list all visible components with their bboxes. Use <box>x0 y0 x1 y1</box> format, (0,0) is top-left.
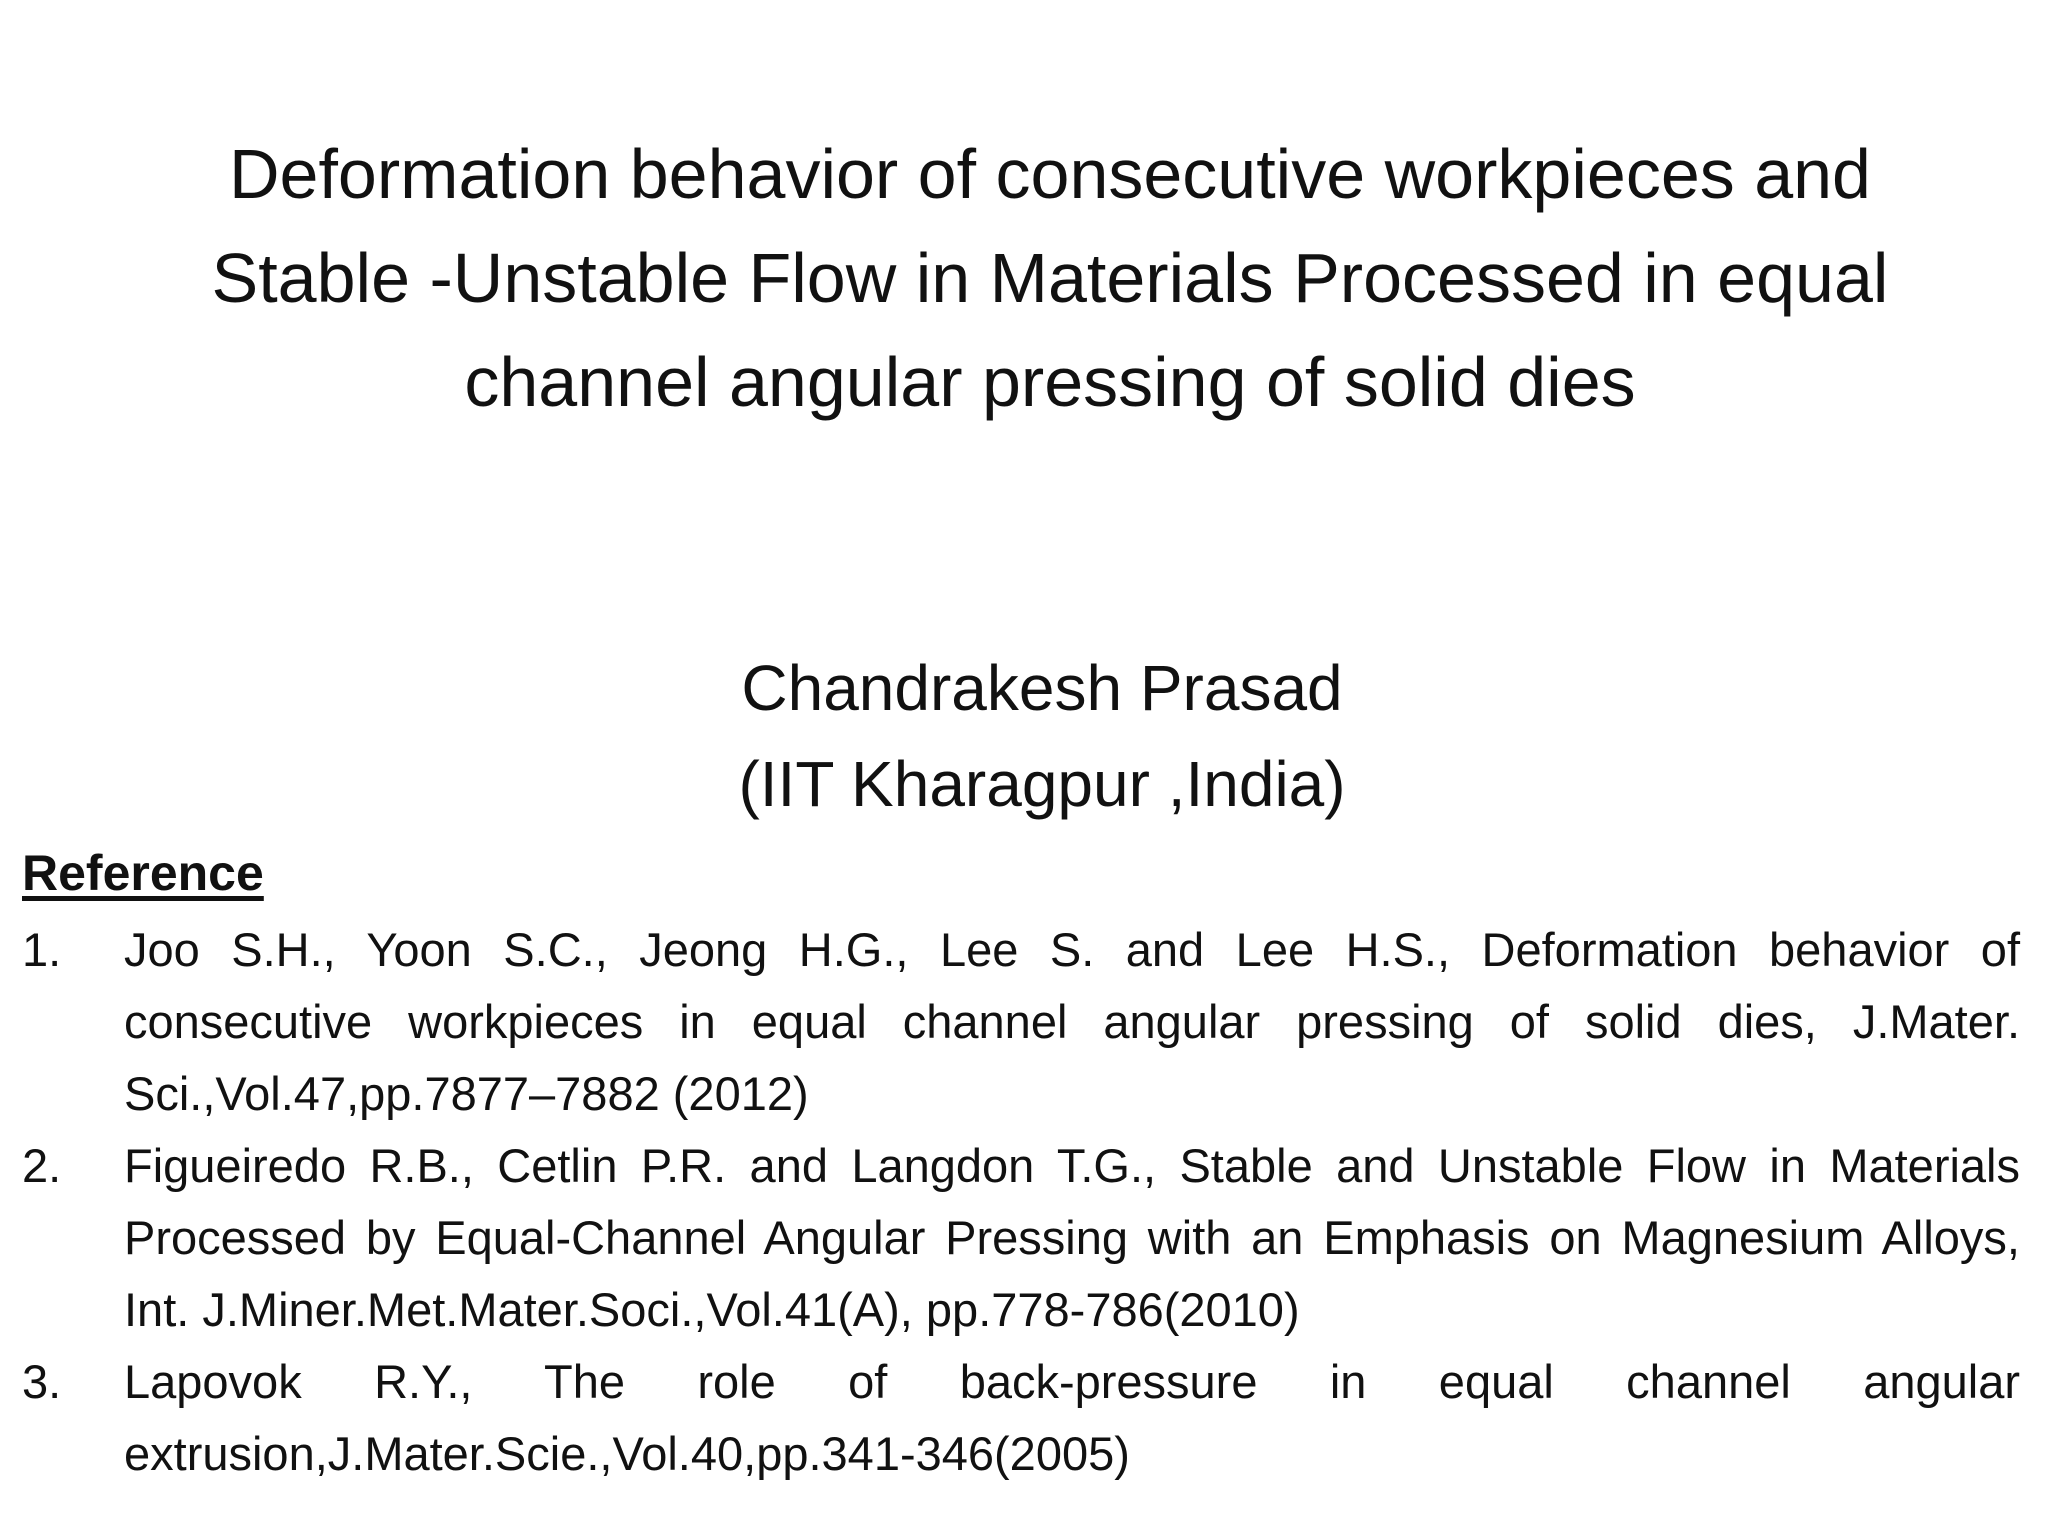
slide-title-line-2: Stable -Unstable Flow in Materials Processed in equal <box>211 239 1889 317</box>
reference-number: 1. <box>22 923 62 976</box>
slide-title <box>90 122 2010 434</box>
reference-text: Joo S.H., Yoon S.C., Jeong H.G., Lee S. and Lee H.S., Deformation behavior of consecutive workpieces in equal channel angular pressing of solid dies, J.Mater. Sci.,Vol.47,pp.7877–7882 (2012) <box>124 923 2020 1120</box>
references-list <box>22 914 2020 1490</box>
author-affiliation: (IIT Kharagpur ,India) <box>738 748 1346 820</box>
reference-number: 2. <box>22 1139 62 1192</box>
slide-title-line-3: channel angular pressing of solid dies <box>464 343 1636 421</box>
author-name: Chandrakesh Prasad <box>741 652 1343 724</box>
slide-title-line-1: Deformation behavior of consecutive workpieces and <box>229 135 1871 213</box>
author-block <box>0 640 2048 832</box>
reference-item <box>22 1130 2020 1346</box>
references-heading: Reference <box>22 845 264 901</box>
reference-number: 3. <box>22 1355 62 1408</box>
reference-text: Figueiredo R.B., Cetlin P.R. and Langdon T.G., Stable and Unstable Flow in Materials Processed by Equal-Channel Angular Pressing with an Emphasis on Magnesium Alloys, Int. J.Miner.Met.Mater.Soci.,Vol.41(A), pp.778-786(2010) <box>124 1139 2020 1336</box>
reference-item <box>22 1346 2020 1490</box>
reference-text: Lapovok R.Y., The role of back-pressure in equal channel angular extrusion,J.Mater.Scie.,Vol.40,pp.341-346(2005) <box>124 1355 2020 1480</box>
reference-item <box>22 914 2020 1130</box>
